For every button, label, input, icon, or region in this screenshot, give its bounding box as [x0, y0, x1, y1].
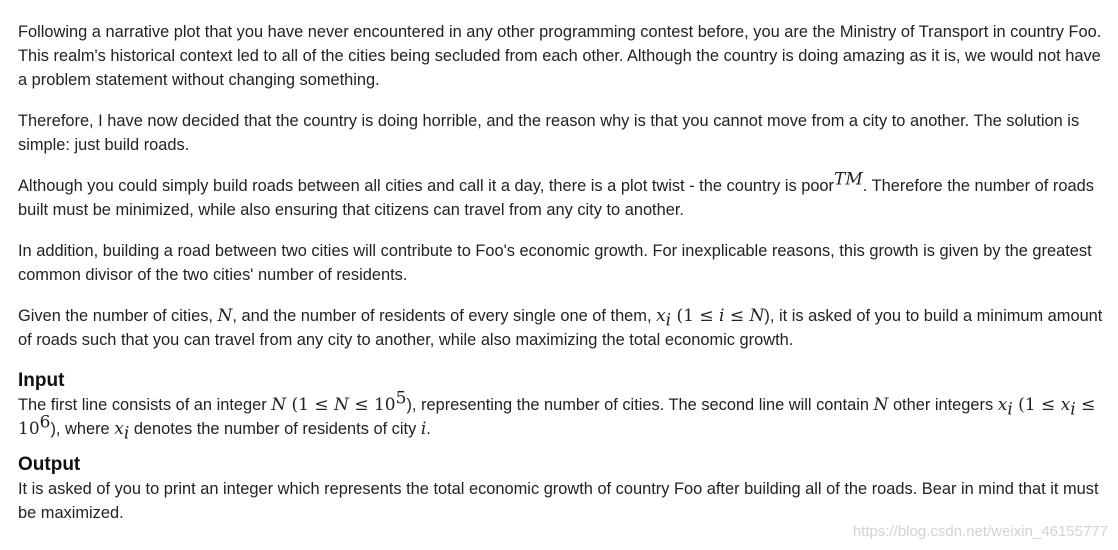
input-heading: Input [18, 370, 65, 391]
watermark: https://blog.csdn.net/weixin_46155777 [852, 523, 1108, 540]
paragraph-constraint: Although you could simply build roads between all cities and call it a day, there is a plot twist - the country is poor™. Therefore the number of roads built must be minimized, while also ensuring that citizens can travel from any city to another. [18, 169, 1094, 219]
paragraph-task: Given the number of cities, N, and the number of residents of every single one of them, $x_i$ (1 ≤ i ≤ N), it is asked of you to build a minimum amount of roads such that you can travel from any city to another, while also maximizing the total economic growth. [18, 306, 1103, 349]
input-description: The first line consists of an integer N $(1 \le N \le 10^5)$, representing the number of cities. The second line will contain N other integers $x_i$ $(1 \le x_i \le 10^6)$, where $x_i$ denotes the number of residents of city i. [18, 388, 1096, 444]
trademark-superscript: TM [834, 169, 863, 190]
paragraph-growth: In addition, building a road between two cities will contribute to Foo's economic growth. For inexplicable reasons, this growth is given by the greatest common divisor of the two cities' number of residents. [18, 242, 1092, 284]
paragraph-problem: Therefore, I have now decided that the country is doing horrible, and the reason why is that you cannot move from a city to another. The solution is simple: just build roads. [18, 112, 1080, 154]
paragraph-intro: Following a narrative plot that you have never encountered in any other programming contest before, you are the Ministry of Transport in country Foo. This realm's historical context led to all of the cities being secluded from each other. Although the country is doing amazing as it is, we would not have a problem statement without changing something. [18, 23, 1102, 89]
input-section [18, 369, 1108, 444]
output-description: It is asked of you to print an integer which represents the total economic growth of country Foo after building all of the roads. Bear in mind that it must be maximized. [18, 480, 1099, 522]
problem-statement [18, 20, 1108, 537]
output-heading: Output [18, 454, 81, 475]
output-section [18, 453, 1108, 525]
